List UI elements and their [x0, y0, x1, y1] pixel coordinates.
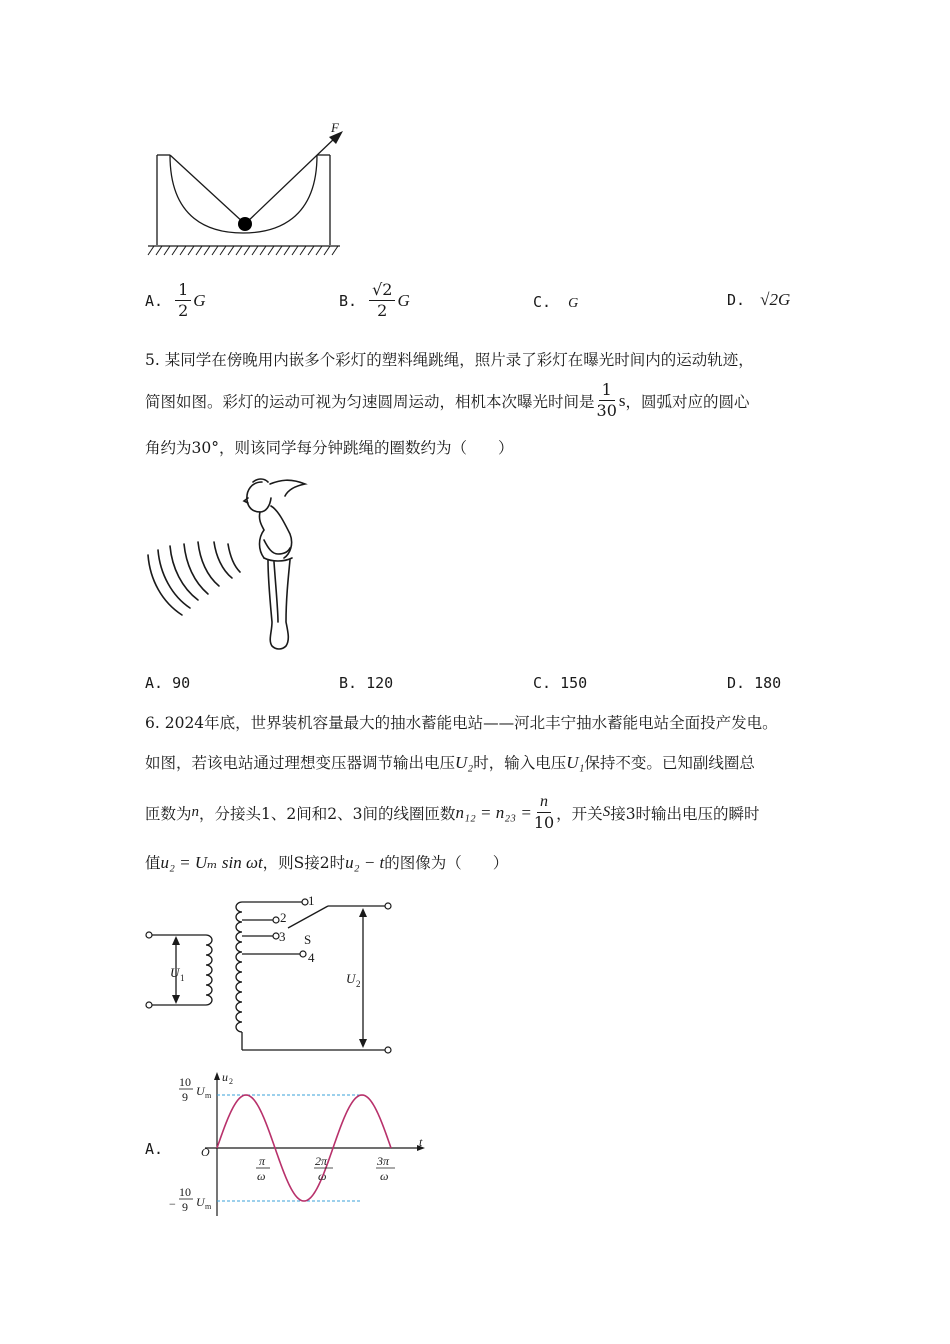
graph-a-option-label[interactable]: A. — [145, 1140, 164, 1158]
ymin-symbol: U — [196, 1195, 205, 1209]
option-var: G — [397, 290, 410, 310]
tap-label-2: 2 — [280, 910, 287, 925]
numerator: √2 — [369, 280, 395, 301]
ymin-numerator: 10 — [179, 1185, 191, 1199]
option-value: G — [568, 296, 579, 311]
numerator: n — [537, 792, 551, 813]
q6-text: 接3时输出电压的瞬时 — [610, 804, 760, 823]
denominator: 10 — [533, 813, 555, 832]
force-label: F — [331, 120, 339, 135]
option-label: B. — [339, 674, 358, 692]
option-label: A. — [145, 674, 164, 692]
unit: s — [618, 390, 626, 410]
option-label: D. — [727, 291, 746, 309]
turns-equation: n₁₂ = n₂₃ = — [455, 802, 532, 822]
q5-option-d[interactable] — [727, 674, 781, 692]
q6-text: ，则S接2时 — [262, 854, 346, 872]
q4-option-c[interactable] — [533, 292, 578, 312]
q6-text: 如图，若该电站通过理想变压器调节输出电压 — [145, 754, 456, 772]
q6-text: 匝数为 — [145, 804, 192, 823]
transformer-circuit — [140, 890, 400, 1060]
q5-line3: 角约为30°，则该同学每分钟跳绳的圈数约为（ ） — [145, 439, 514, 457]
q6-text: 时，输入电压 — [473, 754, 567, 772]
denominator: 2 — [377, 301, 388, 320]
ymax-symbol: U — [196, 1084, 205, 1098]
denominator: 30 — [596, 401, 617, 420]
fraction — [369, 280, 395, 321]
tap-label-1: 1 — [308, 893, 315, 908]
q6-line4 — [145, 851, 508, 873]
y-axis-label: u — [222, 1070, 228, 1084]
u2-symbol: U₂ — [455, 753, 474, 772]
option-label: C. — [533, 674, 552, 692]
q6-text: 值 — [145, 854, 161, 872]
q6-line3 — [145, 792, 760, 833]
u1-symbol: U₁ — [566, 753, 585, 772]
q6-text: ，分接头1、2间和2、3间的线圈匝数 — [199, 804, 456, 823]
ball — [238, 217, 252, 231]
q6-text: 的图像为（ ） — [384, 854, 509, 872]
option-value: 150 — [560, 674, 588, 692]
option-var: G — [193, 290, 206, 310]
q4-option-b[interactable] — [339, 280, 410, 321]
u1-subscript: 1 — [180, 973, 185, 983]
u2-label: U — [346, 971, 356, 986]
xtick-3-den: ω — [380, 1169, 389, 1183]
origin-label: O — [201, 1145, 210, 1159]
voltage-equation: u₂ = Uₘ sin ωt — [160, 853, 263, 872]
q5-text: ，圆弧对应的圆心 — [625, 392, 750, 411]
ymax-denominator: 9 — [182, 1090, 188, 1104]
xtick-1-den: ω — [257, 1169, 266, 1183]
ymax-subscript: m — [205, 1091, 212, 1100]
q5-option-c[interactable] — [533, 674, 587, 692]
jump-rope-figure — [140, 470, 320, 660]
option-value: √2G — [760, 290, 791, 309]
n-symbol: n — [191, 804, 200, 820]
option-label: C. — [533, 293, 552, 311]
xtick-3-num: 3π — [377, 1154, 390, 1168]
q6-text: 保持不变。已知副线圈总 — [584, 754, 755, 772]
tap-label-4: 4 — [308, 950, 315, 965]
option-label: B. — [339, 291, 358, 310]
denominator: 2 — [178, 301, 189, 320]
ymin-subscript: m — [205, 1202, 212, 1211]
q5-option-a[interactable] — [145, 674, 190, 692]
option-value: 120 — [366, 674, 394, 692]
x-axis-label: t — [419, 1135, 423, 1149]
numerator: 1 — [599, 380, 615, 401]
q4-option-d[interactable] — [727, 290, 790, 310]
fraction — [175, 280, 191, 321]
exposure-fraction — [597, 380, 617, 421]
option-label: D. — [727, 674, 746, 692]
u1-label: U — [170, 965, 180, 980]
xtick-2-num: 2π — [315, 1154, 328, 1168]
graph-relation: u₂ − t — [345, 853, 385, 872]
graph-a — [165, 1068, 435, 1228]
xtick-2-den: ω — [318, 1169, 327, 1183]
q6-text: ，开关 — [556, 804, 603, 823]
numerator: 1 — [175, 280, 191, 301]
bowl-figure — [140, 115, 370, 260]
switch-label: S — [304, 932, 312, 947]
tap-label-3: 3 — [279, 929, 286, 944]
y-axis-subscript: 2 — [229, 1077, 233, 1086]
q6-line2 — [145, 751, 755, 773]
ymin-denominator: 9 — [182, 1200, 188, 1214]
option-value: 180 — [754, 674, 782, 692]
u2-subscript: 2 — [356, 979, 361, 989]
q5-option-b[interactable] — [339, 674, 393, 692]
q5-text: 简图如图。彩灯的运动可视为匀速圆周运动，相机本次曝光时间是 — [145, 392, 595, 411]
q5-line2 — [145, 380, 750, 421]
ymin-sign: − — [169, 1197, 176, 1211]
q5-line1: 5. 某同学在傍晚用内嵌多个彩灯的塑料绳跳绳，照片录了彩灯在曝光时间内的运动轨迹， — [145, 351, 754, 369]
q4-option-a[interactable] — [145, 280, 206, 321]
turns-fraction — [534, 792, 554, 833]
xtick-1-num: π — [259, 1154, 266, 1168]
ymax-numerator: 10 — [179, 1075, 191, 1089]
option-label: A. — [145, 291, 164, 310]
q6-line1: 6. 2024年底，世界装机容量最大的抽水蓄能电站——河北丰宁抽水蓄能电站全面投产发电。 — [145, 714, 778, 732]
option-value: 90 — [172, 674, 191, 692]
switch-symbol: S — [602, 804, 611, 820]
